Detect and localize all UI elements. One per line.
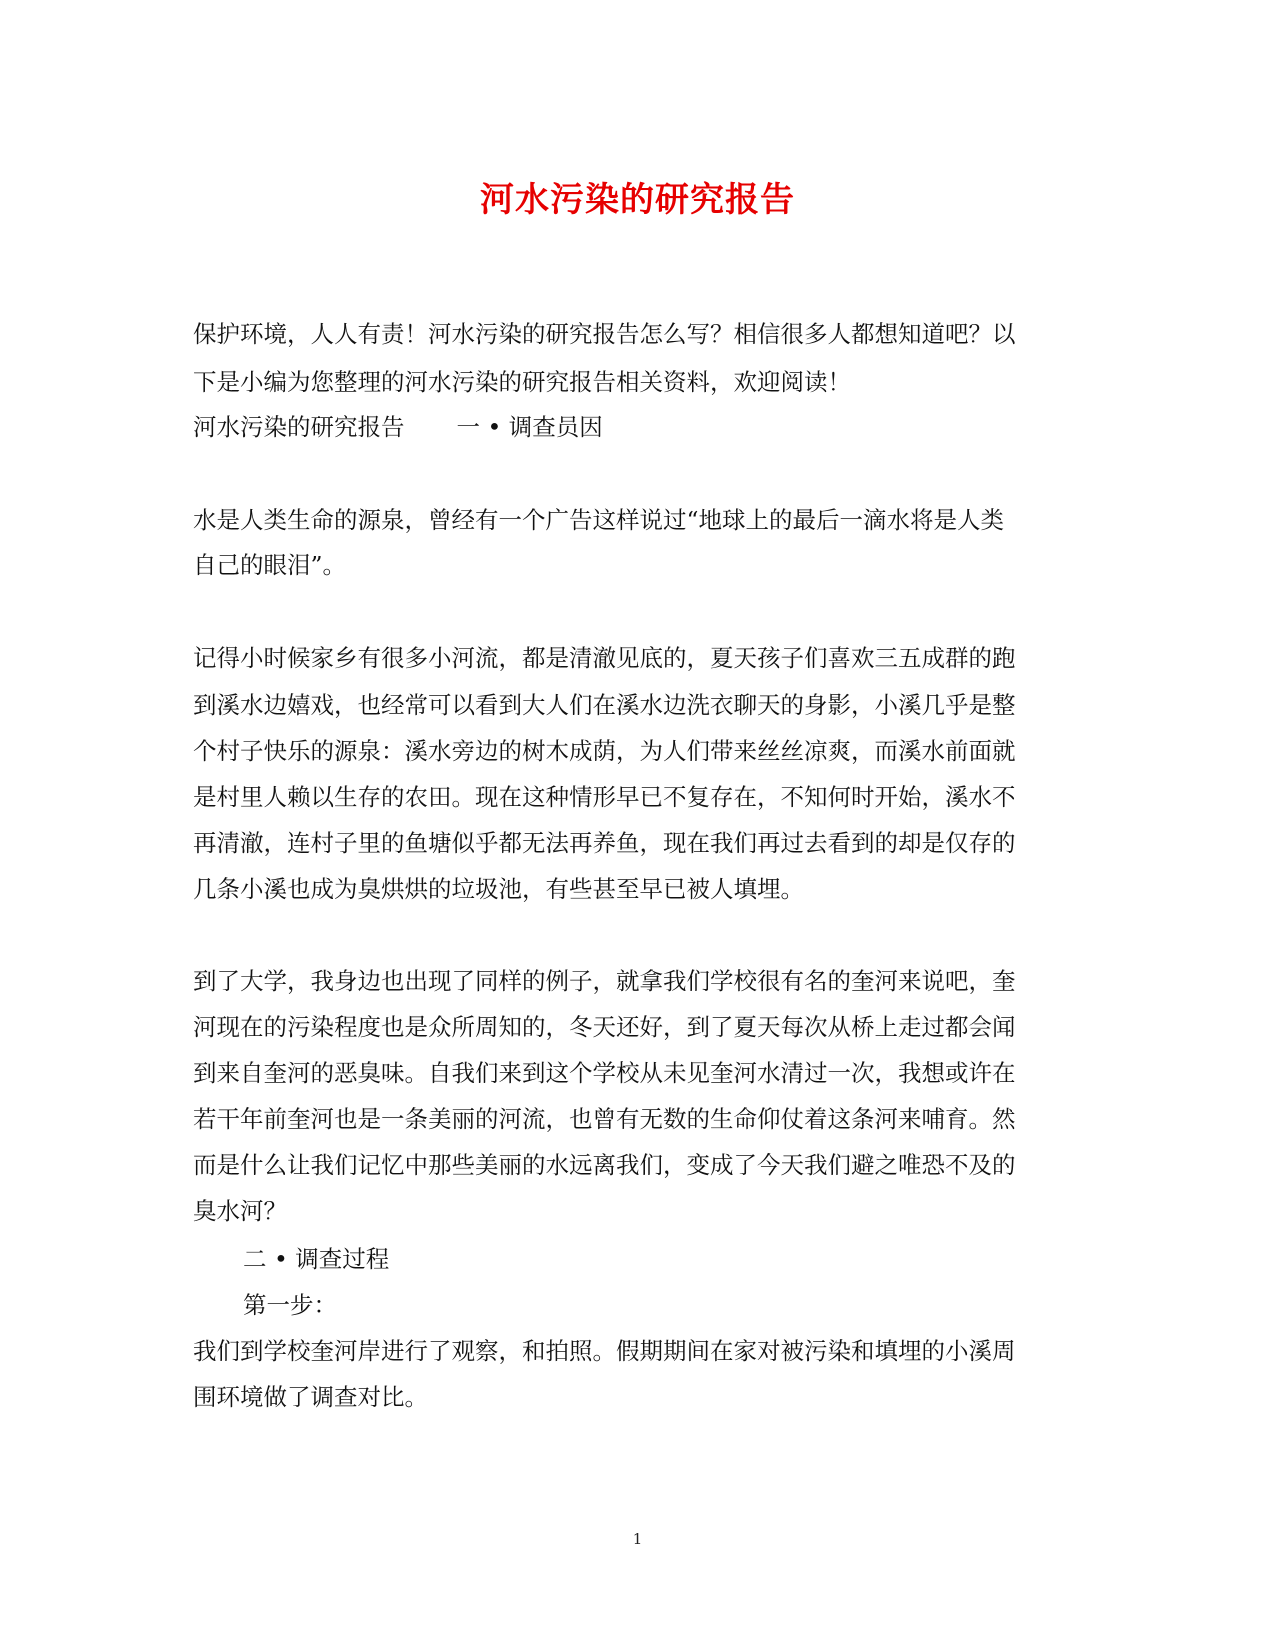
- p2-line-3: 个村子快乐的源泉：溪水旁边的树木成荫，为人们带来丝丝凉爽，而溪水前面就: [193, 737, 1016, 765]
- intro-line-1: 保护环境，人人有责！河水污染的研究报告怎么写？相信很多人都想知道吧？以: [193, 320, 1016, 348]
- p2-line-5: 再清澈，连村子里的鱼塘似乎都无法再养鱼，现在我们再过去看到的却是仅存的: [193, 829, 1016, 857]
- section-heading-line: [193, 412, 1073, 442]
- p4-line-2: 围环境做了调查对比。: [193, 1383, 428, 1411]
- page-number: 1: [632, 1530, 643, 1548]
- p1-line-1: 水是人类生命的源泉，曾经有一个广告这样说过“地球上的最后一滴水将是人类: [193, 506, 1005, 534]
- p3-line-6: 臭水河？: [193, 1197, 287, 1225]
- p2-line-4: 是村里人赖以生存的农田。现在这种情形早已不复存在，不知何时开始，溪水不: [193, 783, 1016, 811]
- p2-line-2: 到溪水边嬉戏，也经常可以看到大人们在溪水边洗衣聊天的身影，小溪几乎是整: [193, 691, 1016, 719]
- document-title: 河水污染的研究报告: [480, 180, 795, 220]
- report-subtitle: 河水污染的研究报告: [193, 413, 405, 441]
- p2-line-6: 几条小溪也成为臭烘烘的垃圾池，有些甚至早已被人填埋。: [193, 875, 804, 903]
- p3-line-5: 而是什么让我们记忆中那些美丽的水远离我们，变成了今天我们避之唯恐不及的: [193, 1151, 1016, 1179]
- p1-line-2: 自己的眼泪”。: [193, 551, 347, 579]
- intro-line-2: 下是小编为您整理的河水污染的研究报告相关资料，欢迎阅读！: [193, 368, 851, 396]
- p2-line-1: 记得小时候家乡有很多小河流，都是清澈见底的，夏天孩子们喜欢三五成群的跑: [193, 644, 1016, 672]
- section-1-heading: 一 • 调查员因: [456, 413, 603, 441]
- p3-line-2: 河现在的污染程度也是众所周知的，冬天还好，到了夏天每次从桥上走过都会闻: [193, 1013, 1016, 1041]
- step-1-label: 第一步：: [243, 1291, 337, 1319]
- p3-line-3: 到来自奎河的恶臭味。自我们来到这个学校从未见奎河水清过一次，我想或许在: [193, 1059, 1016, 1087]
- p3-line-4: 若干年前奎河也是一条美丽的河流，也曾有无数的生命仰仗着这条河来哺育。然: [193, 1105, 1016, 1133]
- section-2-heading: 二 • 调查过程: [243, 1245, 390, 1273]
- p3-line-1: 到了大学，我身边也出现了同样的例子，就拿我们学校很有名的奎河来说吧，奎: [193, 967, 1016, 995]
- p4-line-1: 我们到学校奎河岸进行了观察，和拍照。假期期间在家对被污染和填埋的小溪周: [193, 1337, 1016, 1365]
